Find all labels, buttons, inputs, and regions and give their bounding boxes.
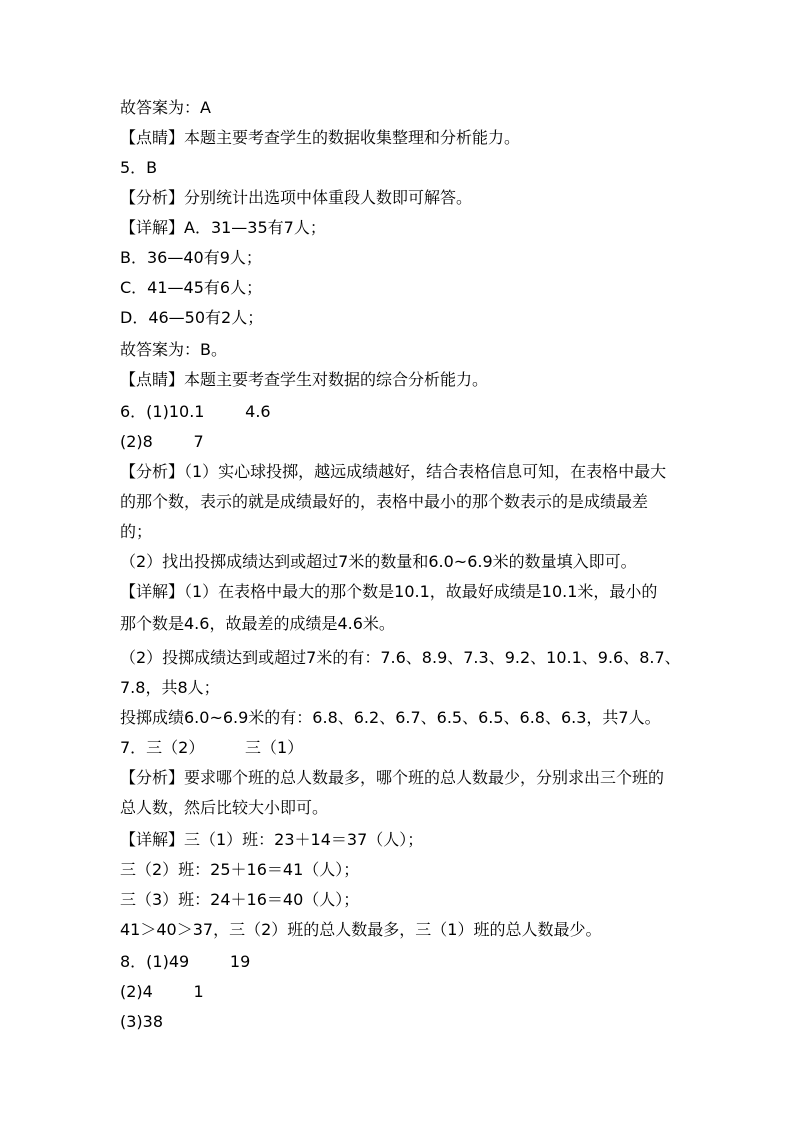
text-line: 8．(1)49 19 bbox=[120, 952, 251, 971]
text-line: 【详解】（1）在表格中最大的那个数是10.1，故最好成绩是10.1米，最小的 bbox=[120, 582, 658, 601]
text-line: 故答案为：A bbox=[120, 98, 211, 117]
text-line: 41＞40＞37，三（2）班的总人数最多，三（1）班的总人数最少。 bbox=[120, 920, 602, 939]
text-line: 三（3）班：24＋16＝40（人）； bbox=[120, 890, 360, 909]
text-line: 【点睛】本题主要考查学生对数据的综合分析能力。 bbox=[120, 370, 489, 389]
text-line: 7.8，共8人； bbox=[120, 678, 220, 697]
text-line: B．36—40有9人； bbox=[120, 248, 262, 267]
text-line: 5．B bbox=[120, 158, 158, 177]
text-line: 7．三（2） 三（1） bbox=[120, 738, 304, 757]
text-line: 总人数，然后比较大小即可。 bbox=[120, 798, 329, 817]
text-line: 【详解】三（1）班：23＋14＝37（人）； bbox=[120, 830, 424, 849]
text-line: D．46—50有2人； bbox=[120, 308, 264, 327]
text-line: 【分析】要求哪个班的总人数最多，哪个班的总人数最少，分别求出三个班的 bbox=[120, 768, 665, 787]
text-line: 【详解】A．31—35有7人； bbox=[120, 218, 326, 237]
text-line: (2)8 7 bbox=[120, 432, 204, 451]
text-line: 投掷成绩6.0~6.9米的有：6.8、6.2、6.7、6.5、6.5、6.8、6.3，共7人。 bbox=[120, 708, 661, 727]
text-line: (2)4 1 bbox=[120, 982, 204, 1001]
text-line: 【分析】分别统计出选项中体重段人数即可解答。 bbox=[120, 188, 473, 207]
text-line: 故答案为：B。 bbox=[120, 340, 227, 359]
text-line: 【点睛】本题主要考查学生的数据收集整理和分析能力。 bbox=[120, 128, 521, 147]
text-line: 那个数是4.6，故最差的成绩是4.6米。 bbox=[120, 614, 395, 633]
text-line: （2）找出投掷成绩达到或超过7米的数量和6.0~6.9米的数量填入即可。 bbox=[120, 552, 637, 571]
text-line: 6．(1)10.1 4.6 bbox=[120, 402, 271, 421]
text-line: 的； bbox=[120, 522, 153, 541]
text-line: 三（2）班：25＋16＝41（人）； bbox=[120, 860, 360, 879]
text-line: (3)38 bbox=[120, 1012, 164, 1031]
text-line: 的那个数，表示的就是成绩最好的，表格中最小的那个数表示的是成绩最差 bbox=[120, 492, 649, 511]
text-line: C．41—45有6人； bbox=[120, 278, 263, 297]
text-line: 【分析】（1）实心球投掷，越远成绩越好，结合表格信息可知，在表格中最大 bbox=[120, 462, 667, 481]
text-line: （2）投掷成绩达到或超过7米的有：7.6、8.9、7.3、9.2、10.1、9.6、8.7、 bbox=[120, 648, 681, 667]
